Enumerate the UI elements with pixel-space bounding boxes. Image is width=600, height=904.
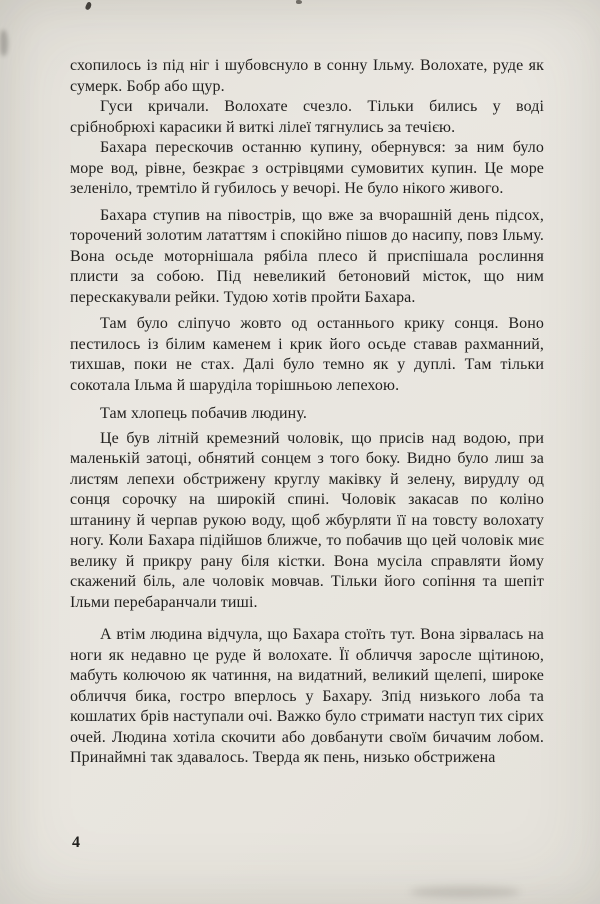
paragraph: Там було сліпучо жовто од останнього крику сонця. Воно пестилось із білим каменем і крик його осьде ставав рахманний, тихшав, поки не стах. Далі було темно як у дуплі. Там тільки сокотала Ільма й шаруділа торішньою лепехою. bbox=[70, 315, 544, 394]
scan-bottom-smudge bbox=[410, 886, 520, 898]
paragraph: Там хлопець побачив людину. bbox=[100, 405, 307, 422]
paragraph: Гуси кричали. Волохате счезло. Тільки бились у воді срібнобрюхі карасики й виткі лілеї тягнулись за течією. bbox=[70, 98, 544, 136]
paragraph: Це був літній кремезний чоловік, що присів над водою, при маленькій затоці, обнятий сонцем з того боку. Видно було лиш за листям лепехи обстрижену круглу маківку й зелену, вирудлу од сонця сорочку на широкій спині. Чоловік закасав по коліно штанину й черпав рукою воду, щоб жбурляти її на товсту волохату ногу. Коли Бахара підійшов ближче, то побачив що цей чоловік миє велику й прикру рану біля кістки. Вона мусіла справляти йому скажений біль, але чоловік мовчав. Тільки його сопіння та шепіт Ільми перебаранчали тиші. bbox=[70, 429, 544, 611]
page-text bbox=[70, 56, 544, 769]
paragraph: схопилось із під ніг і шубовснуло в сонну Ільму. Волохате, руде як сумерк. Бобр або щур. bbox=[70, 57, 544, 95]
scan-speck bbox=[85, 1, 93, 10]
scan-speck bbox=[296, 0, 302, 4]
scan-edge-smudge bbox=[0, 30, 8, 56]
paragraph: А втім людина відчула, що Бахара стоїть тут. Вона зірвалась на ноги як недавно це руде й волохате. Її обличчя заросле щітиною, мабуть колючою як чатиння, на видатний, великий щелепі, широке обличчя бика, гостро вперлось у Бахару. Зпід низького лоба та кошлатих брів наступали очі. Важко було стримати наступ тих сірих очей. Людина хотіла скочити або довбанути своїм бичачим лобом. Принаймні так здавалось. Тверда як пень, низько обстрижена bbox=[70, 626, 544, 766]
page-number: 4 bbox=[72, 834, 80, 851]
paragraph: Бахара перескочив останню купину, обернувся: за ним було море вод, рівне, безкрає з острівцями сумовитих купин. Це море зеленіло, тремтіло й губилось у вечорі. Не було нікого живого. bbox=[70, 139, 544, 197]
paragraph: Бахара ступив на півострів, що вже за вчорашній день підсох, торочений золотим лататтям і спокійно пішов до насипу, повз Ільму. Вона осьде моторнішала рябіла плесо й приспішала рослиння плисти за собою. Під невеликий бетоновий місток, що ним перескакували рейки. Тудою хотів пройти Бахара. bbox=[70, 206, 544, 306]
